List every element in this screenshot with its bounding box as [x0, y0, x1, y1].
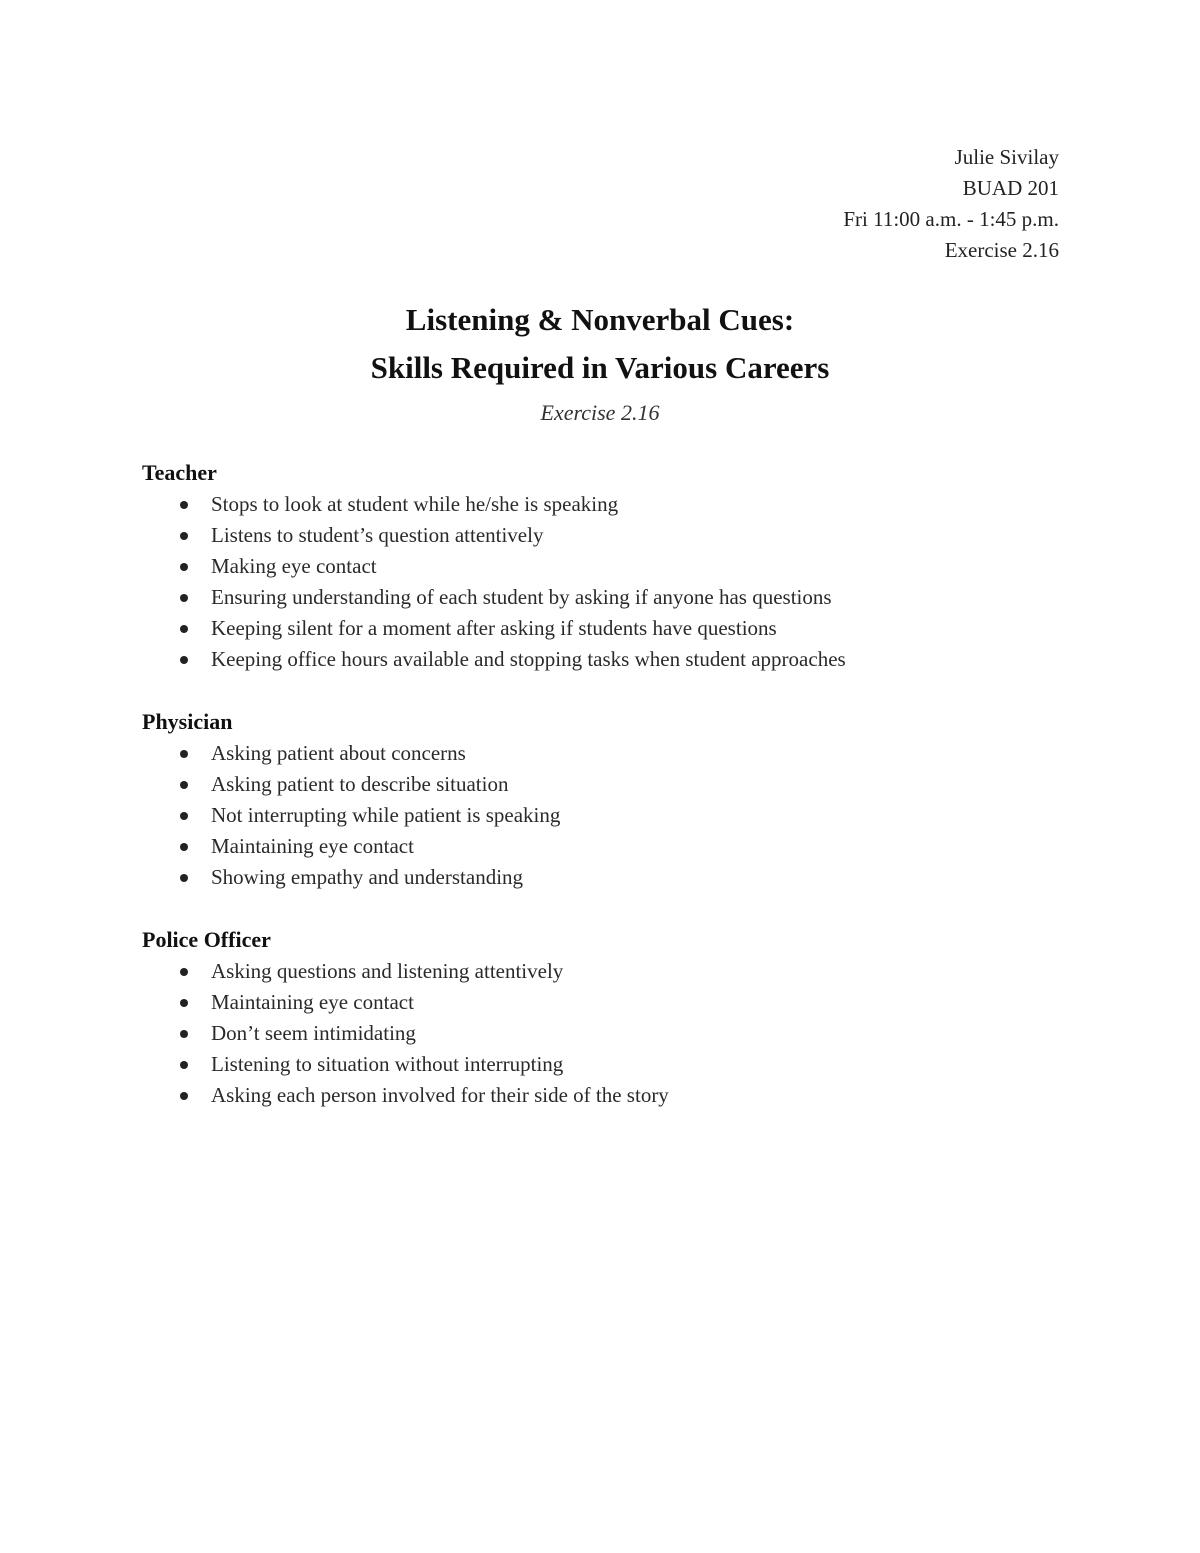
list-item — [142, 551, 1082, 582]
list-item — [142, 644, 1082, 675]
list-item — [142, 862, 1082, 893]
list-item-text: Stops to look at student while he/she is speaking — [211, 492, 619, 516]
list-item-text: Don’t seem intimidating — [211, 1021, 416, 1045]
bullet-icon — [180, 1092, 188, 1100]
list-item — [142, 520, 1082, 551]
list-item-text: Asking each person involved for their side of the story — [211, 1083, 669, 1107]
list-item — [142, 956, 1082, 987]
list-item — [142, 1080, 1082, 1111]
list-item-text: Maintaining eye contact — [211, 990, 414, 1014]
list-item — [142, 489, 1082, 520]
list-item-text: Keeping silent for a moment after asking if students have questions — [211, 616, 777, 640]
bullet-icon — [180, 968, 188, 976]
bullet-icon — [180, 874, 188, 882]
section-physician — [142, 706, 1082, 893]
bullet-list — [142, 489, 1082, 675]
list-item — [142, 987, 1082, 1018]
list-item — [142, 1049, 1082, 1080]
list-item — [142, 769, 1082, 800]
bullet-list — [142, 956, 1082, 1111]
bullet-icon — [180, 625, 188, 633]
career-sections — [142, 457, 1082, 1142]
bullet-icon — [180, 563, 188, 571]
section-heading: Physician — [142, 709, 233, 734]
list-item-text: Asking patient to describe situation — [211, 772, 509, 796]
document-title-line-1: Listening & Nonverbal Cues: — [405, 302, 795, 337]
list-item-text: Showing empathy and understanding — [211, 865, 524, 889]
list-item — [142, 613, 1082, 644]
course-code: BUAD 201 — [962, 176, 1059, 200]
section-heading: Police Officer — [142, 927, 271, 952]
bullet-icon — [180, 812, 188, 820]
section-teacher — [142, 457, 1082, 675]
bullet-icon — [180, 750, 188, 758]
list-item-text: Not interrupting while patient is speaking — [211, 803, 561, 827]
student-name: Julie Sivilay — [954, 145, 1059, 169]
list-item-text: Keeping office hours available and stopping tasks when student approaches — [211, 647, 846, 671]
bullet-icon — [180, 532, 188, 540]
list-item-text: Asking questions and listening attentively — [211, 959, 564, 983]
title-block — [0, 296, 1200, 428]
document-title-line-2: Skills Required in Various Careers — [370, 350, 830, 385]
section-heading: Teacher — [142, 460, 217, 485]
list-item-text: Making eye contact — [211, 554, 377, 578]
section-police-officer — [142, 924, 1082, 1111]
bullet-icon — [180, 1030, 188, 1038]
bullet-icon — [180, 843, 188, 851]
exercise-number: Exercise 2.16 — [944, 238, 1059, 262]
list-item — [142, 582, 1082, 613]
list-item — [142, 800, 1082, 831]
bullet-icon — [180, 1061, 188, 1069]
bullet-icon — [180, 501, 188, 509]
bullet-icon — [180, 999, 188, 1007]
list-item-text: Asking patient about concerns — [211, 741, 466, 765]
list-item-text: Maintaining eye contact — [211, 834, 414, 858]
list-item — [142, 1018, 1082, 1049]
bullet-icon — [180, 594, 188, 602]
list-item — [142, 831, 1082, 862]
bullet-icon — [180, 781, 188, 789]
document-subtitle: Exercise 2.16 — [540, 400, 660, 425]
list-item-text: Ensuring understanding of each student by asking if anyone has questions — [211, 585, 832, 609]
list-item-text: Listening to situation without interrupting — [211, 1052, 564, 1076]
class-time: Fri 11:00 a.m. - 1:45 p.m. — [843, 207, 1059, 231]
bullet-icon — [180, 656, 188, 664]
list-item-text: Listens to student’s question attentively — [211, 523, 544, 547]
bullet-list — [142, 738, 1082, 893]
student-info-header — [843, 142, 1059, 266]
list-item — [142, 738, 1082, 769]
